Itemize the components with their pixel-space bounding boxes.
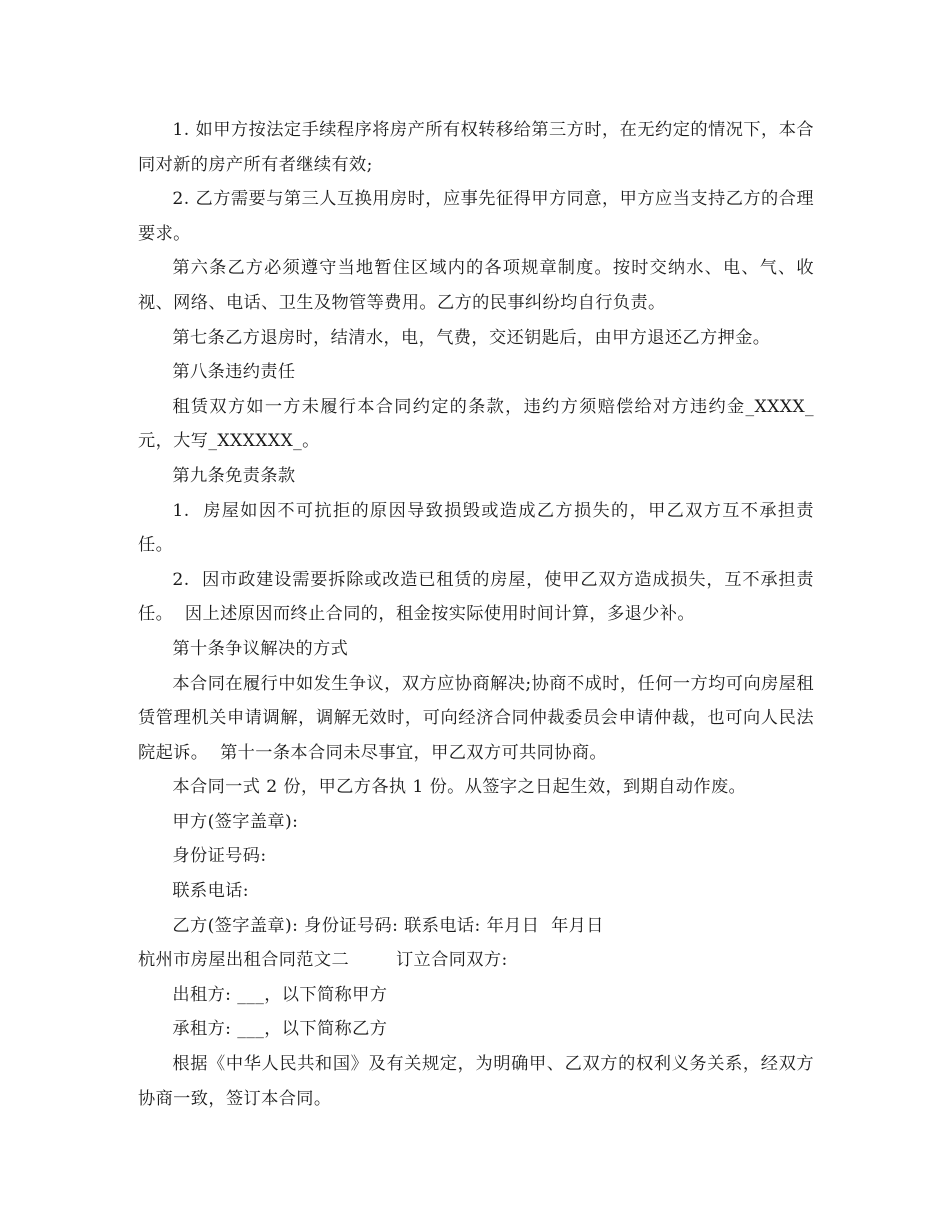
clause-9-heading: 第九条免责条款 (172, 465, 296, 486)
clause-8-body: 租赁双方如一方未履行本合同约定的条款，违约方须赔偿给对方违约金_XXXX_元，大写_XXXXXX_。 (138, 396, 814, 452)
party-a-signature: 甲方(签字盖章): (172, 811, 299, 832)
document-body (138, 113, 814, 1116)
clause-10-heading: 第十条争议解决的方式 (172, 638, 349, 659)
clause-5-item-2: 2. 乙方需要与第三人互换用房时，应事先征得甲方同意，甲方应当支持乙方的合理要求。 (138, 189, 814, 244)
party-b-signature: 乙方(签字盖章): 身份证号码: 联系电话: 年月日 年月日 (172, 915, 604, 936)
phone-field: 联系电话: (172, 881, 249, 902)
lessee-line: 承租方: ___，以下简称乙方 (172, 1019, 388, 1040)
clause-5-item-1: 1. 如甲方按法定手续程序将房产所有权转移给第三方时，在无约定的情况下，本合同对新的房产所有者继续有效; (138, 120, 814, 175)
lessor-line: 出租方: ___，以下简称甲方 (172, 984, 388, 1005)
clause-7: 第七条乙方退房时，结清水，电，气费，交还钥匙后，由甲方退还乙方押金。 (172, 327, 771, 348)
clause-6: 第六条乙方必须遵守当地暂住区域内的各项规章制度。按时交纳水、电、气、收视、网络、电话、卫生及物管等费用。乙方的民事纠纷均自行负责。 (138, 258, 814, 313)
clause-10-body: 本合同在履行中如发生争议，双方应协商解决;协商不成时，任何一方均可向房屋租赁管理机关申请调解，调解无效时，可向经济合同仲裁委员会申请仲裁，也可向人民法院起诉。 第十一条本合同未尽事宜，甲乙双方可共同协商。 (138, 673, 814, 763)
preamble: 根据《中华人民共和国》及有关规定，为明确甲、乙双方的权利义务关系，经双方协商一致，签订本合同。 (138, 1054, 814, 1109)
clause-9-item-2: 2. 因市政建设需要拆除或改造已租赁的房屋，使甲乙双方造成损失，互不承担责任。 因上述原因而终止合同的，租金按实际使用时间计算，多退少补。 (138, 569, 814, 625)
copies-statement: 本合同一式 2 份，甲乙方各执 1 份。从签字之日起生效，到期自动作废。 (172, 777, 747, 798)
sample-2-title: 杭州市房屋出租合同范文二 订立合同双方: (138, 950, 508, 971)
clause-9-item-1: 1. 房屋如因不可抗拒的原因导致损毁或造成乙方损失的，甲乙双方互不承担责任。 (138, 500, 814, 556)
id-number-field: 身份证号码: (172, 846, 267, 867)
clause-8-heading: 第八条违约责任 (172, 362, 296, 383)
